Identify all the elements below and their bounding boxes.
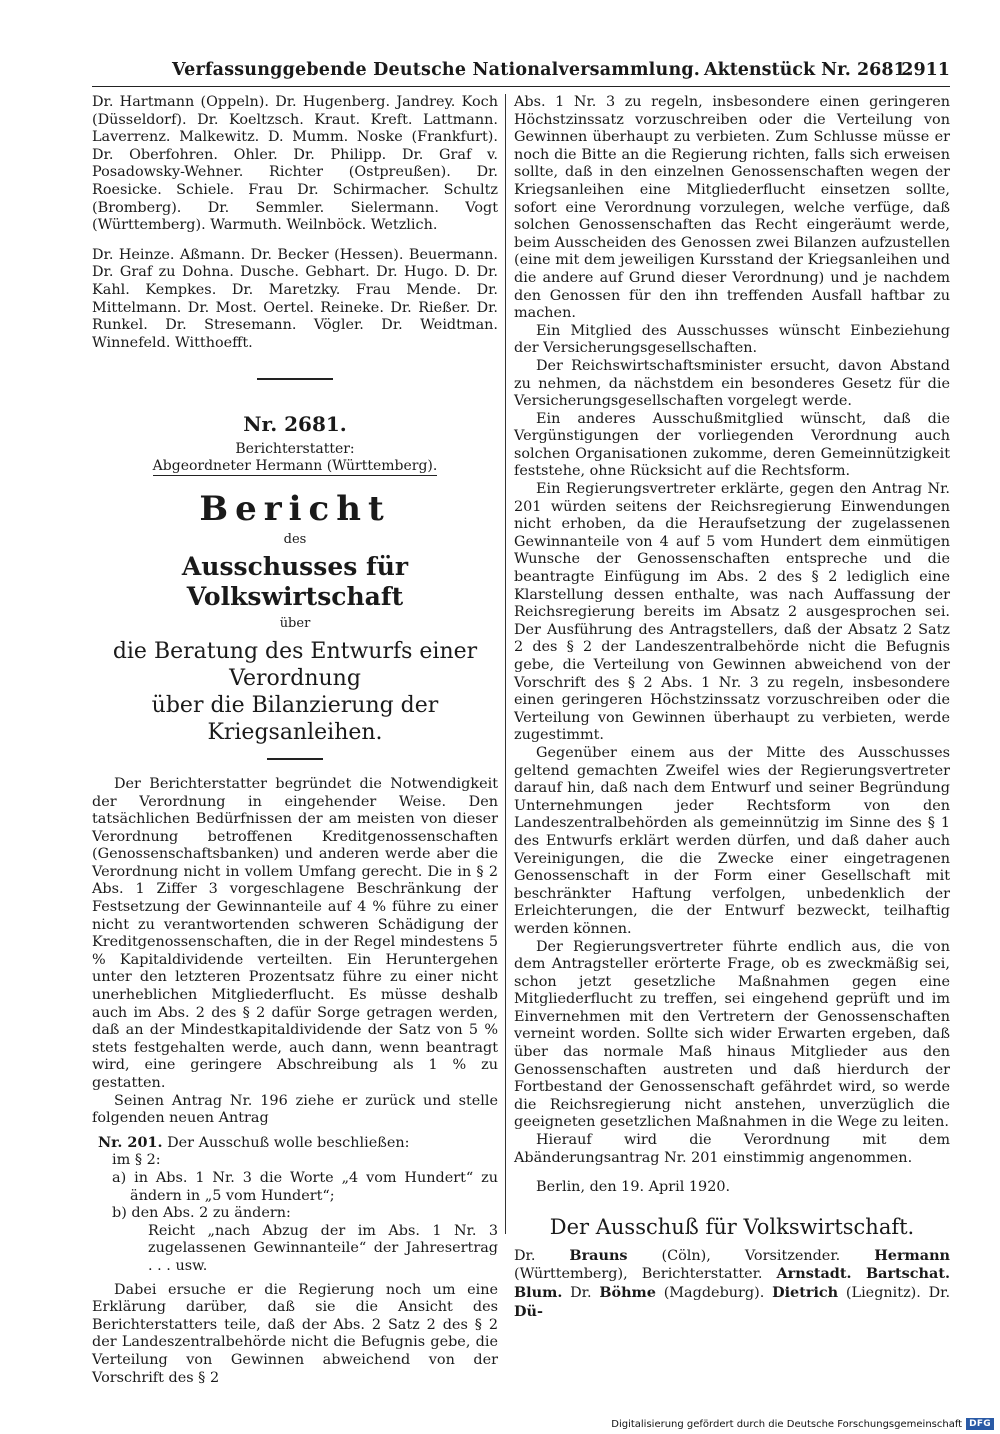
paragraph: Der Berichterstatter begründet die Notwendigkeit der Verordnung in eingehender Weise. Den tatsächlichen Bedürfnissen der am meisten von dieser Verordnung betroffenen Kreditgenossenschaften (Genossenschaftsbanken) und anderen werde aber die Verordnung nicht in vollem Umfang gerecht. Die in § 2 Abs. 1 Ziffer 3 vorgeschlagene Beschränkung der Festsetzung der Gewinnanteile auf 4 % führe zu einer nicht zu verantwortenden schweren Schädigung der Kreditgenossenschaften, die in der Regel mindestens 5 % Kapitaldividende verteilten. Ein Heruntergehen unter den letzteren Prozentsatz führe zu einer nicht unerheblichen Mitgliederflucht. Es müsse deshalb auch im Abs. 2 des § 2 dafür Sorge getragen werden, daß an der Mindestkapitaldividende der Satz von 5 % stets festgehalten werde, auch dann, wenn beantragt wird, eine geringere Abschreibung als 1 % zu gestatten.	[92, 775, 498, 1091]
member-name: Hermann	[874, 1246, 951, 1264]
report-title: Bericht	[199, 489, 391, 530]
paragraph: Abs. 1 Nr. 3 zu regeln, insbesondere einen geringeren Höchstzinssatz vorzuschreiben oder die Verteilung von Gewinnen überhaupt zu verbieten. Zum Schlusse müsse er noch die Bitte an die Regierung richten, falls sich erweisen sollte, daß in den einzelnen Genossenschaften wegen der Kriegsanleihen eine Mitgliederflucht einsetzen sollte, sofort eine Verordnung vorzulegen, welche verfüge, daß solchen Genossenschaften das Recht eingeräumt werde, beim Ausscheiden des Genossen zwei Bilanzen aufzustellen (eine mit dem jeweiligen Kursstand der Kriegsanleihen und die andere auf Grund dieser Verordnung) und je nachdem den Genossen für den ihn treffenden Ausfall haftbar zu machen.	[514, 94, 950, 322]
paragraph: Der Regierungsvertreter führte endlich aus, die von dem Antragsteller erörterte Frage, ob es zweckmäßig sei, schon jetzt gesetzliche Maßnahmen gegen eine Mitgliederflucht zu treffen, sei eingehend geprüft und im Einvernehmen mit den Vertretern der Genossenschaften verneint worden. Sollte sich wider Erwarten ergeben, daß über das normale Maß hinaus Mitglieder aus den Genossenschaften austreten und daß hierdurch der Fortbestand der Genossenschaft gefährdet wird, so werde die Reichsregierung nicht anstehen, unverzüglich die geeigneten gesetzlichen Maßnahmen in die Wege zu leiten.	[514, 938, 950, 1131]
report-date: Berlin, den 19. April 1920.	[536, 1179, 731, 1196]
report-des: des	[283, 532, 307, 548]
motion-number: Nr. 201.	[98, 1133, 163, 1151]
right-column	[514, 94, 950, 1321]
members-text: (Magdeburg).	[655, 1285, 773, 1301]
motion-item-b: b) den Abs. 2 zu ändern:	[112, 1205, 291, 1222]
dfg-logo-icon: DFG	[966, 1418, 994, 1430]
member-name: Arnstadt. Bartschat. Blum.	[514, 1265, 950, 1301]
page-header	[92, 60, 950, 87]
motion-heading	[92, 1134, 498, 1153]
header-title: Verfassunggebende Deutsche Nationalversammlung.	[172, 60, 701, 80]
left-column	[92, 94, 498, 1387]
report-topic-line-2: über die Bilanzierung der Kriegsanleihen.	[151, 693, 439, 746]
motion-scope: im § 2:	[112, 1152, 161, 1169]
paragraph: Ein Regierungsvertreter erklärte, gegen den Antrag Nr. 201 würden seitens der Reichsregierung Einwendungen nicht erhoben, da die Heraufsetzung der zugelassenen Gewinnanteile von 4 auf 5 vom Hundert dem einmütigen Wunsche der Genossenschaften entspreche und die beantragte Einfügung im Abs. 2 des § 2 lediglich eine Klarstellung dessen enthalte, was nach Auffassung der Reichsregierung bereits im Absatz 2 ausgesprochen sei. Der Ausführung des Antragstellers, daß der Absatz 2 Satz 2 des § 2 der Landeszentralbehörde nicht die Befugnis gebe, die Verteilung von Gewinnen abweichend von der Vorschrift des § 2 Abs. 1 Nr. 3 zu regeln, insbesondere einen geringeren Höchstzinssatz vorzuschreiben oder die Verteilung von Gewinnen überhaupt zu verbieten, werde zugestimmt.	[514, 481, 950, 744]
committee-members	[514, 1247, 950, 1321]
member-name: Dietrich	[772, 1284, 839, 1301]
header-aktenstueck: Aktenstück Nr. 2681.	[704, 60, 912, 80]
paragraph: Gegenüber einem aus der Mitte des Ausschusses geltend gemachten Zweifel wies der Regierungsvertreter darauf hin, daß nach dem Entwurf und seiner Begründung Unternehmungen jeder Rechtsform von den Landeszentralbehörden als gemeinnützig im Sinne des § 1 des Entwurfs erklärt werden dürfen, und daß daher auch Vereinigungen, die die Zwecke einer eingetragenen Genossenschaft in der Form einer Gesellschaft mit beschränkter Haftung verfolgen, unbedenklich der Erleichterungen, die der Entwurf bezweckt, teilhaftig werden können.	[514, 744, 950, 937]
paragraph: Seinen Antrag Nr. 196 ziehe er zurück und stelle folgenden neuen Antrag	[92, 1092, 498, 1127]
members-text: (Cöln), Vorsitzender.	[627, 1247, 875, 1264]
berichterstatter-label: Berichterstatter:	[235, 441, 355, 458]
committee-heading: Ausschusses für Volkswirtschaft	[181, 552, 409, 612]
members-text: (Württemberg), Berichterstatter.	[514, 1266, 777, 1283]
member-name: Brauns	[569, 1246, 628, 1264]
column-divider	[505, 94, 506, 1234]
member-list-1: Dr. Hartmann (Oppeln). Dr. Hugenberg. Jandrey. Koch (Düsseldorf). Dr. Koeltzsch. Kraut. Kreft. Lattmann. Laverrenz. Malkewitz. D. Mumm. Noske (Frankfurt). Dr. Oberfohren. Ohler. Dr. Philipp. Dr. Graf v. Posadowsky-Wehner. Richter (Ostpreußen). Dr. Roesicke. Schiele. Frau Dr. Schirmacher. Schultz (Bromberg). Dr. Semmler. Sielermann. Vogt (Württemberg). Warmuth. Weilnböck. Wetzlich.	[92, 94, 498, 234]
member-name: Böhme	[599, 1284, 656, 1301]
member-name: Dü-	[514, 1302, 543, 1320]
short-divider	[267, 758, 323, 760]
motion-item-b-text: Reicht „nach Abzug der im Abs. 1 Nr. 3 zugelassenen Gewinnanteile“ der Jahresertrag . . . usw.	[148, 1222, 498, 1274]
members-text: Dr.	[514, 1247, 570, 1264]
section-divider	[257, 378, 333, 380]
berichterstatter-name: Abgeordneter Hermann (Württemberg).	[152, 458, 438, 475]
report-ueber: über	[279, 616, 311, 632]
members-text: Dr.	[562, 1285, 600, 1301]
paragraph: Der Reichswirtschaftsminister ersucht, davon Abstand zu nehmen, da nächstdem ein besonderes Gesetz für die Versicherungsgesellschaften vorgelegt werde.	[514, 357, 950, 410]
footer-text: Digitalisierung gefördert durch die Deutsche Forschungsgemeinschaft	[611, 1418, 963, 1430]
motion-item-a: a) in Abs. 1 Nr. 3 die Worte „4 vom Hundert“ zu ändern in „5 vom Hundert“;	[112, 1169, 498, 1204]
report-topic-line-1: die Beratung des Entwurfs einer Verordnung	[112, 639, 478, 692]
paragraph: Ein Mitglied des Ausschusses wünscht Einbeziehung der Versicherungsgesellschaften.	[514, 322, 950, 357]
members-text: (Liegnitz). Dr.	[838, 1285, 951, 1301]
committee-signature: Der Ausschuß für Volkswirtschaft.	[549, 1214, 915, 1239]
digitization-footer	[611, 1418, 994, 1430]
motion-text: Der Ausschuß wolle beschließen:	[167, 1134, 410, 1151]
document-number: Nr. 2681.	[243, 411, 347, 436]
page-number: 2911	[901, 60, 950, 80]
member-list-2: Dr. Heinze. Aßmann. Dr. Becker (Hessen). Beuermann. Dr. Graf zu Dohna. Dusche. Gebhart. Dr. Hugo. D. Dr. Kahl. Kempkes. Dr. Maretzky. Frau Mende. Dr. Mittelmann. Dr. Most. Oertel. Reineke. Dr. Rießer. Dr. Runkel. Dr. Stresemann. Vögler. Dr. Weidtman. Winnefeld. Witthoefft.	[92, 246, 498, 351]
paragraph: Ein anderes Ausschußmitglied wünscht, daß die Vergünstigungen der vorliegenden Verordnung auch solchen Organisationen zukomme, deren Gemeinnützigkeit feststehe, ohne Rücksicht auf die Rechtsform.	[514, 410, 950, 480]
paragraph: Dabei ersuche er die Regierung noch um eine Erklärung darüber, daß sie die Ansicht des Berichterstatters teile, daß der Abs. 2 Satz 2 des § 2 der Landeszentralbehörde nicht die Befugnis gebe, die Verteilung von Gewinnen abweichend von der Vorschrift des § 2	[92, 1281, 498, 1386]
paragraph: Hierauf wird die Verordnung mit dem Abänderungsantrag Nr. 201 einstimmig angenommen.	[514, 1132, 950, 1166]
